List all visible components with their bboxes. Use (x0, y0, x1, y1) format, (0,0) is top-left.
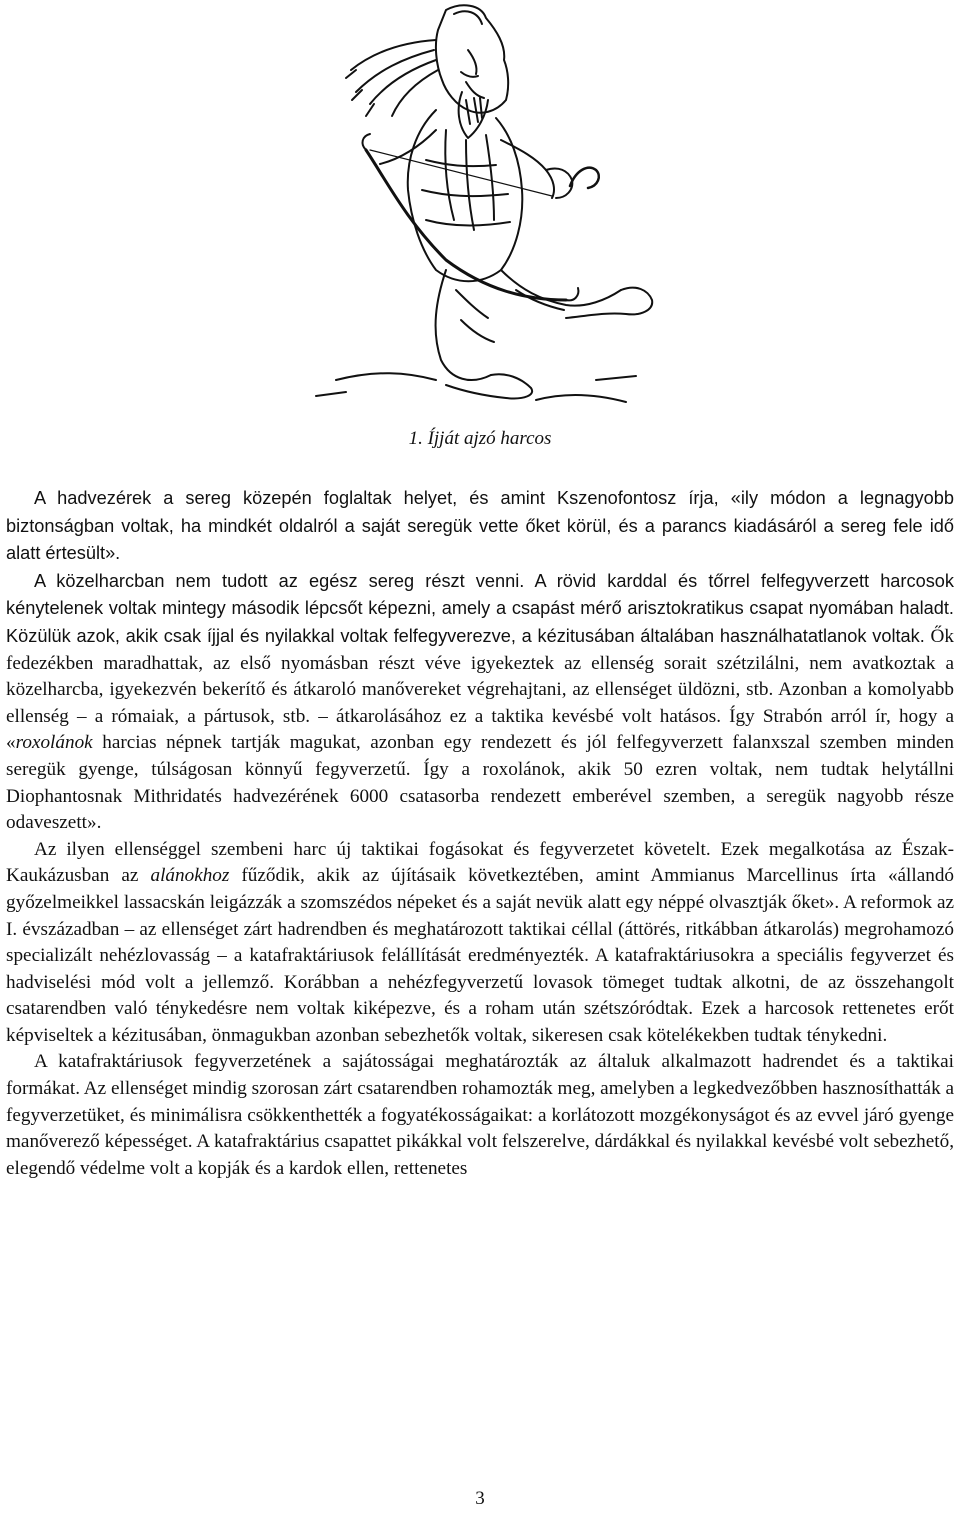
emphasis-text: roxolánok (15, 732, 93, 754)
page-number: 3 (475, 1488, 485, 1509)
emphasis-text: alánokhoz (150, 865, 230, 887)
paragraph (6, 568, 954, 837)
paragraph-text: A katafraktáriusok fegyverzetének a sajátosságai meghatározták az általuk alkalmazott hadrendet és a taktikai formákat. Az ellenséget mindig szorosan zárt csatarendben rohamozták meg, amelyben a legkedvezőbben hasznosíthatták a fegyverzetüket, és minimálisra csökkenthették a fogyatékosságaikat: a korlátozott mozgékonyságot és az evvel járó gyenge manőverező képességet. A katafraktárius csapattet pikákkal volt felszerelve, dárdákkal és nyilakkal kevésbé volt sebezhető, elegendő védelme volt a kopják és a kardok ellen, rettenetes (6, 1051, 954, 1179)
paragraph-text: Ők fedezékben maradhattak, az első nyomásban részt véve igyekeztek az ellenség sorait szétzilálni, nem avatkoztak a közelharcba, igyekezvén bekerítő és átkaroló manővereket végrehajtani, az ellenséget üldözni, stb. Azonban a komolyabb ellenség – a rómaiak, a pártusok, stb. – átkarolásához ez a taktika kevésbé volt hatásos. Így Strabón arról ír, hogy a « (6, 625, 954, 754)
paragraph-text: A közelharcban nem tudott az egész sereg részt venni. A rövid karddal és tőrrel felfegyverzett harcosok kénytelenek voltak mintegy második lépcsőt képezni, amely a csapást mérő arisztokratikus csapat nyomában haladt. Közülük azok, akik csak íjjal és nyilakkal voltak felfegyverezve, a kézitusában általában használhatatlanok voltak. (6, 570, 954, 646)
paragraph-text: fűződik, akik az újításaik következtében, amint Ammianus Marcellinus írta «állandó győzelmeikkel lassacskán leigázzák a szomszédos népeket és a saját nevük alatt egy néppé olvasztják őket». A reformok az I. évszázadban – az ellenséget zárt hadrendben és meghatározott taktikai céllal (áttörés, ritkábban átkarolás) megrohamozó specializált nehézlovasság – a katafraktáriusok felállítását eredményezték. A katafraktáriusokra a speciális fegyverzet és hadviselési mód volt a jellemző. Korábban a nehézfegyverzetű lovasok tömeget tudtak alkotni, de az összehangolt csatarendben való ténykedésre nem voltak kiképezve, és a roham után szétszóródtak. Ezek a harcosok rettenetes erőt képviseltek a kézitusában, önmagukban azonban sebezhetők voltak, sikeresen csak kötelékekben tudtak ténykedni. (6, 865, 955, 1046)
figure-caption: 1. Íjját ajzó harcos (408, 428, 552, 449)
paragraph-text: harcias népnek tartják magukat, azonban egy rendezett és jól felfegyverzett falanxszal szemben minden seregük gyenge, túlságosan könnyű fegyverzetű. Így a roxolánok, akik 50 ezren voltak, nem tudtak helytállni Diophantosnak Mithridatés hadvezérének 6000 csatasorba rendezett emberével szemben, a seregük nagyobb része odaveszett». (6, 732, 954, 834)
paragraph-text: A hadvezérek a sereg közepén foglaltak helyet, és amint Kszenofontosz írja, «ily módon a legnagyobb biztonságban voltak, ha mindkét oldalról a saját seregük vette őket körül, és a parancs kiadásáról a sereg fele idő alatt értesült». (6, 488, 954, 564)
paragraph (6, 1049, 954, 1182)
warrior-drawing-icon (296, 0, 660, 408)
paragraph (6, 485, 954, 568)
paragraph-text: Az ilyen ellenséggel szembeni harc új taktikai fogásokat és fegyverzetet követelt. Ezek megalkotása az Észak-Kaukázusban az (6, 838, 954, 887)
paragraph (6, 837, 954, 1050)
article-body (6, 485, 954, 1182)
